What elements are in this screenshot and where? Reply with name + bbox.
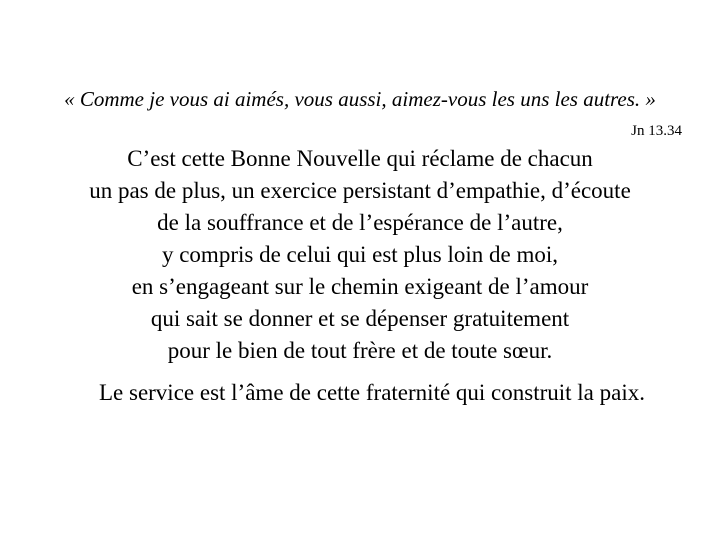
- closing-sentence: Le service est l’âme de cette fraternité qui construit la paix.: [98, 380, 645, 405]
- paragraph-line: qui sait se donner et se dépenser gratuitement: [150, 306, 570, 331]
- main-paragraph: [0, 143, 720, 367]
- scripture-reference: Jn 13.34: [631, 123, 682, 139]
- bible-quote: « Comme je vous ai aimés, vous aussi, aimez-vous les uns les autres. »: [64, 87, 656, 111]
- paragraph-line: de la souffrance et de l’espérance de l’autre,: [157, 210, 563, 235]
- paragraph-line: pour le bien de tout frère et de toute sœur.: [167, 338, 553, 363]
- paragraph-line: y compris de celui qui est plus loin de moi,: [161, 242, 559, 267]
- paragraph-line: C’est cette Bonne Nouvelle qui réclame de chacun: [127, 146, 593, 171]
- paragraph-line: un pas de plus, un exercice persistant d’empathie, d’écoute: [89, 178, 631, 203]
- paragraph-line: en s’engageant sur le chemin exigeant de l’amour: [131, 274, 589, 299]
